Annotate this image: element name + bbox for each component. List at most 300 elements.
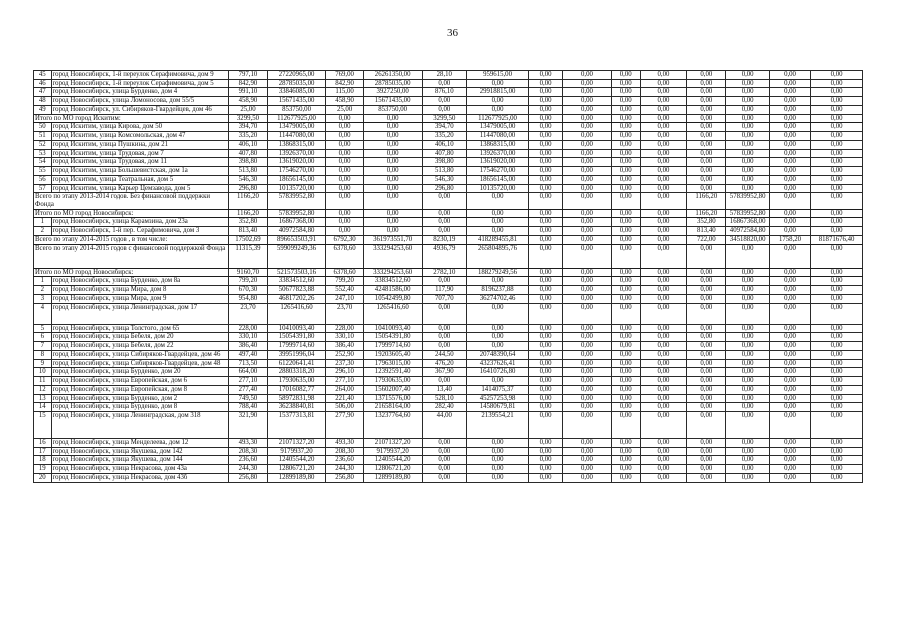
row-number: 8	[34, 350, 52, 359]
cell-value: 0,00	[529, 368, 563, 377]
cell-value: 236,60	[229, 456, 267, 465]
cell-value: 0,00	[363, 149, 422, 158]
row-number: 45	[34, 71, 52, 80]
cell-value: 0,00	[811, 167, 863, 176]
cell-value: 476,20	[422, 359, 466, 368]
cell-value: 0,00	[422, 227, 466, 236]
cell-value: 0,00	[769, 97, 810, 106]
row-number: 50	[34, 123, 52, 132]
cell-value: 0,00	[769, 227, 810, 236]
cell-value: 0,00	[687, 473, 726, 482]
cell-value: 0,00	[811, 88, 863, 97]
table-row	[34, 123, 863, 132]
row-address: город Новосибирск, улица Бурденко, дом 8	[51, 403, 229, 412]
cell-value: 0,00	[726, 79, 769, 88]
row-number: 51	[34, 132, 52, 141]
cell-value: 15054391,80	[363, 333, 422, 342]
cell-value: 0,00	[687, 123, 726, 132]
cell-value: 11447080,00	[467, 132, 529, 141]
table-row	[34, 158, 863, 167]
table-row	[34, 218, 863, 227]
cell-value: 0,00	[726, 368, 769, 377]
cell-value: 0,00	[326, 167, 363, 176]
cell-value: 28803318,20	[267, 368, 326, 377]
cell-value: 27220965,00	[267, 71, 326, 80]
row-number: 53	[34, 149, 52, 158]
cell-value: 0,00	[640, 456, 687, 465]
cell-value: 0,00	[611, 218, 640, 227]
cell-value: 552,40	[326, 286, 363, 295]
cell-value: 0,00	[769, 473, 810, 482]
cell-value: 28785035,00	[363, 79, 422, 88]
cell-value: 394,70	[422, 123, 466, 132]
cell-value: 23,70	[326, 303, 363, 324]
cell-value: 0,00	[611, 184, 640, 193]
cell-value: 0,00	[769, 303, 810, 324]
cell-value: 0,00	[563, 385, 612, 394]
cell-value: 0,00	[811, 447, 863, 456]
cell-value: 0,00	[687, 114, 726, 123]
cell-value: 244,50	[422, 350, 466, 359]
cell-value: 876,10	[422, 88, 466, 97]
cell-value: 406,10	[422, 140, 466, 149]
cell-value: 61220641,41	[267, 359, 326, 368]
cell-value: 0,00	[467, 227, 529, 236]
cell-value: 221,40	[326, 394, 363, 403]
cell-value: 0,00	[563, 403, 612, 412]
cell-value: 333294253,60	[363, 244, 422, 268]
cell-value: 112677925,00	[267, 114, 326, 123]
cell-value: 0,00	[611, 123, 640, 132]
cell-value: 282,40	[422, 403, 466, 412]
cell-value: 394,70	[229, 123, 267, 132]
cell-value: 0,00	[769, 158, 810, 167]
cell-value: 10135720,00	[267, 184, 326, 193]
cell-value: 2139554,21	[467, 411, 529, 438]
cell-value: 0,00	[726, 303, 769, 324]
table-row	[34, 394, 863, 403]
cell-value: 0,00	[726, 294, 769, 303]
table-row	[34, 277, 863, 286]
row-number: 13	[34, 394, 52, 403]
cell-value: 0,00	[563, 88, 612, 97]
cell-value: 0,00	[467, 473, 529, 482]
cell-value: 0,00	[811, 132, 863, 141]
cell-value: 26261350,00	[363, 71, 422, 80]
cell-value: 0,00	[611, 167, 640, 176]
row-address: город Новосибирск, улица Бурденко, дом 8а	[51, 277, 229, 286]
table-row	[34, 377, 863, 386]
cell-value: 0,00	[640, 465, 687, 474]
cell-value: 0,00	[563, 167, 612, 176]
cell-value: 17016082,77	[267, 385, 326, 394]
cell-value: 0,00	[769, 394, 810, 403]
cell-value: 0,00	[529, 268, 563, 277]
cell-value: 335,20	[229, 132, 267, 141]
cell-value: 18656145,00	[267, 175, 326, 184]
cell-value: 57839952,80	[726, 209, 769, 218]
row-address: город Новосибирск, улица Менделеева, дом 12	[51, 438, 229, 447]
cell-value: 406,10	[229, 140, 267, 149]
cell-value: 0,00	[769, 385, 810, 394]
cell-value: 236,60	[326, 456, 363, 465]
cell-value: 0,00	[611, 140, 640, 149]
cell-value: 16867368,00	[726, 218, 769, 227]
cell-value: 8230,19	[422, 235, 466, 244]
cell-value: 0,00	[326, 140, 363, 149]
cell-value: 0,00	[640, 114, 687, 123]
cell-value: 0,00	[529, 333, 563, 342]
cell-value: 0,00	[563, 97, 612, 106]
cell-value: 0,00	[563, 350, 612, 359]
cell-value: 0,00	[640, 385, 687, 394]
cell-value: 1166,20	[229, 209, 267, 218]
row-label: Всего по этапу 2014-2015 годов с финансовой поддержкой Фонда	[34, 244, 229, 268]
row-address: город Новосибирск, улица Карамзина, дом 23а	[51, 218, 229, 227]
cell-value: 16410726,80	[467, 368, 529, 377]
row-address: город Новосибирск, улица Ленинградская, дом 318	[51, 411, 229, 438]
cell-value: 0,00	[811, 438, 863, 447]
cell-value: 0,00	[640, 105, 687, 114]
cell-value: 0,00	[563, 175, 612, 184]
table-row	[34, 438, 863, 447]
cell-value: 0,00	[640, 235, 687, 244]
cell-value: 0,00	[726, 438, 769, 447]
cell-value: 0,00	[726, 333, 769, 342]
cell-value: 244,30	[229, 465, 267, 474]
cell-value: 0,00	[640, 377, 687, 386]
cell-value: 0,00	[811, 342, 863, 351]
cell-value: 0,00	[726, 359, 769, 368]
cell-value: 713,50	[229, 359, 267, 368]
cell-value: 493,30	[229, 438, 267, 447]
cell-value: 17930635,00	[267, 377, 326, 386]
cell-value: 0,00	[563, 244, 612, 268]
row-number: 55	[34, 167, 52, 176]
table-row	[34, 88, 863, 97]
cell-value: 256,80	[326, 473, 363, 482]
cell-value: 17546270,00	[267, 167, 326, 176]
cell-value: 15602007,40	[363, 385, 422, 394]
cell-value: 0,00	[529, 235, 563, 244]
cell-value: 0,00	[640, 294, 687, 303]
cell-value: 0,00	[769, 377, 810, 386]
cell-value: 0,00	[726, 350, 769, 359]
cell-value: 797,10	[229, 71, 267, 80]
cell-value: 13926370,00	[267, 149, 326, 158]
cell-value: 42481586,00	[363, 286, 422, 295]
cell-value: 0,00	[726, 244, 769, 268]
cell-value: 0,00	[422, 438, 466, 447]
cell-value: 17502,69	[229, 235, 267, 244]
cell-value: 277,10	[229, 377, 267, 386]
row-address: город Новосибирск, улица Бебеля, дом 22	[51, 342, 229, 351]
cell-value: 0,00	[529, 184, 563, 193]
table-row	[34, 473, 863, 482]
cell-value: 0,00	[529, 377, 563, 386]
row-number: 47	[34, 88, 52, 97]
cell-value: 0,00	[769, 411, 810, 438]
cell-value: 0,00	[563, 473, 612, 482]
cell-value: 12806721,20	[267, 465, 326, 474]
cell-value: 0,00	[363, 123, 422, 132]
cell-value: 13479005,00	[267, 123, 326, 132]
cell-value: 769,00	[326, 71, 363, 80]
cell-value: 0,00	[363, 114, 422, 123]
cell-value: 0,00	[687, 385, 726, 394]
cell-value: 13868315,00	[467, 140, 529, 149]
cell-value: 252,90	[326, 350, 363, 359]
cell-value: 352,80	[687, 218, 726, 227]
cell-value: 0,00	[726, 140, 769, 149]
cell-value: 0,00	[811, 286, 863, 295]
cell-value: 0,00	[640, 447, 687, 456]
cell-value: 17999714,60	[267, 342, 326, 351]
cell-value: 0,00	[640, 411, 687, 438]
cell-value: 0,00	[811, 149, 863, 158]
row-label: Итого по МО город Новосибирск:	[34, 209, 229, 218]
cell-value: 0,00	[326, 149, 363, 158]
cell-value: 1166,20	[229, 193, 267, 209]
cell-value: 954,80	[229, 294, 267, 303]
cell-value: 352,80	[229, 218, 267, 227]
cell-value: 9179937,20	[363, 447, 422, 456]
cell-value: 11315,39	[229, 244, 267, 268]
cell-value: 0,00	[726, 286, 769, 295]
cell-value: 513,80	[229, 167, 267, 176]
cell-value: 0,00	[769, 114, 810, 123]
cell-value: 0,00	[529, 140, 563, 149]
cell-value: 0,00	[726, 456, 769, 465]
cell-value: 0,00	[811, 277, 863, 286]
cell-value: 0,00	[769, 140, 810, 149]
cell-value: 15054391,80	[267, 333, 326, 342]
cell-value: 0,00	[611, 244, 640, 268]
cell-value: 23,70	[229, 303, 267, 324]
cell-value: 58972831,98	[267, 394, 326, 403]
cell-value: 0,00	[640, 123, 687, 132]
cell-value: 39951996,04	[267, 350, 326, 359]
row-number: 56	[34, 175, 52, 184]
cell-value: 361973551,70	[363, 235, 422, 244]
cell-value: 0,00	[611, 71, 640, 80]
row-number: 1	[34, 277, 52, 286]
cell-value: 599099249,36	[267, 244, 326, 268]
cell-value: 0,00	[611, 114, 640, 123]
cell-value: 0,00	[326, 193, 363, 209]
row-address: город Новосибирск, улица Якушева, дом 142	[51, 447, 229, 456]
cell-value: 0,00	[726, 105, 769, 114]
cell-value: 0,00	[611, 97, 640, 106]
cell-value: 0,00	[611, 158, 640, 167]
row-number: 18	[34, 456, 52, 465]
cell-value: 0,00	[563, 149, 612, 158]
cell-value: 0,00	[687, 324, 726, 333]
cell-value: 0,00	[326, 227, 363, 236]
cell-value: 0,00	[811, 359, 863, 368]
cell-value: 0,00	[726, 411, 769, 438]
cell-value: 0,00	[529, 303, 563, 324]
row-address: город Новосибирск, улица Бурденко, дом 20	[51, 368, 229, 377]
cell-value: 0,00	[687, 268, 726, 277]
cell-value: 0,00	[640, 184, 687, 193]
cell-value: 0,00	[422, 97, 466, 106]
cell-value: 0,00	[811, 333, 863, 342]
cell-value: 0,00	[467, 333, 529, 342]
row-number: 5	[34, 324, 52, 333]
cell-value: 228,00	[326, 324, 363, 333]
cell-value: 0,00	[611, 227, 640, 236]
cell-value: 0,00	[811, 473, 863, 482]
cell-value: 0,00	[563, 286, 612, 295]
table-row	[34, 294, 863, 303]
cell-value: 13715576,00	[363, 394, 422, 403]
cell-value: 0,00	[326, 184, 363, 193]
cell-value: 0,00	[611, 377, 640, 386]
cell-value: 0,00	[529, 97, 563, 106]
cell-value: 9160,70	[229, 268, 267, 277]
cell-value: 0,00	[640, 359, 687, 368]
table-row	[34, 149, 863, 158]
cell-value: 0,00	[811, 105, 863, 114]
cell-value: 0,00	[769, 350, 810, 359]
cell-value: 117,90	[422, 286, 466, 295]
cell-value: 0,00	[726, 132, 769, 141]
cell-value: 0,00	[611, 149, 640, 158]
cell-value: 0,00	[769, 324, 810, 333]
cell-value: 244,30	[326, 465, 363, 474]
cell-value: 330,10	[326, 333, 363, 342]
cell-value: 367,90	[422, 368, 466, 377]
cell-value: 0,00	[467, 342, 529, 351]
cell-value: 0,00	[726, 277, 769, 286]
cell-value: 0,00	[726, 123, 769, 132]
table-row	[34, 333, 863, 342]
cell-value: 896653503,91	[267, 235, 326, 244]
row-address: город Искитим, улица Карьер Цемзавода, дом 5	[51, 184, 229, 193]
cell-value: 0,00	[529, 473, 563, 482]
cell-value: 0,00	[687, 368, 726, 377]
cell-value: 0,00	[687, 132, 726, 141]
cell-value: 0,00	[422, 342, 466, 351]
cell-value: 33846085,00	[267, 88, 326, 97]
cell-value: 0,00	[769, 294, 810, 303]
cell-value: 0,00	[467, 303, 529, 324]
cell-value: 36274702,46	[467, 294, 529, 303]
cell-value: 0,00	[811, 114, 863, 123]
cell-value: 386,40	[326, 342, 363, 351]
cell-value: 0,00	[811, 368, 863, 377]
row-address: город Новосибирск, улица Ленинградская, дом 17	[51, 303, 229, 324]
cell-value: 44,00	[422, 411, 466, 438]
row-address: город Искитим, улица Комсомольская, дом 47	[51, 132, 229, 141]
cell-value: 0,00	[611, 394, 640, 403]
row-address: город Искитим, улица Пушкина, дом 21	[51, 140, 229, 149]
cell-value: 0,00	[811, 71, 863, 80]
cell-value: 0,00	[769, 438, 810, 447]
cell-value: 0,00	[467, 377, 529, 386]
cell-value: 0,00	[467, 447, 529, 456]
cell-value: 0,00	[563, 235, 612, 244]
cell-value: 749,50	[229, 394, 267, 403]
cell-value: 0,00	[687, 465, 726, 474]
cell-value: 0,00	[811, 324, 863, 333]
cell-value: 0,00	[563, 132, 612, 141]
cell-value: 0,00	[769, 167, 810, 176]
cell-value: 0,00	[726, 447, 769, 456]
row-number: 16	[34, 438, 52, 447]
cell-value: 21071327,20	[267, 438, 326, 447]
cell-value: 0,00	[640, 218, 687, 227]
cell-value: 0,00	[563, 140, 612, 149]
cell-value: 0,00	[811, 184, 863, 193]
cell-value: 0,00	[811, 350, 863, 359]
cell-value: 0,00	[326, 158, 363, 167]
cell-value: 0,00	[563, 218, 612, 227]
cell-value: 546,30	[422, 175, 466, 184]
cell-value: 0,00	[640, 342, 687, 351]
cell-value: 0,00	[563, 123, 612, 132]
cell-value: 0,00	[529, 149, 563, 158]
table-row	[34, 403, 863, 412]
row-number: 3	[34, 294, 52, 303]
row-address: город Искитим, улица Кирова, дом 50	[51, 123, 229, 132]
cell-value: 0,00	[326, 123, 363, 132]
row-label: Итого по МО город Новосибирск:	[34, 268, 229, 277]
cell-value: 0,00	[687, 88, 726, 97]
cell-value: 991,10	[229, 88, 267, 97]
row-address: город Новосибирск, 1-й переулок Серафимовича, дом 5	[51, 79, 229, 88]
cell-value: 0,00	[529, 218, 563, 227]
cell-value: 0,00	[563, 184, 612, 193]
cell-value: 521573503,16	[267, 268, 326, 277]
cell-value: 0,00	[687, 184, 726, 193]
cell-value: 0,00	[529, 277, 563, 286]
cell-value: 1166,20	[687, 209, 726, 218]
cell-value: 20748390,64	[467, 350, 529, 359]
table-row	[34, 447, 863, 456]
row-number: 2	[34, 227, 52, 236]
cell-value: 36238840,81	[267, 403, 326, 412]
cell-value: 0,00	[422, 193, 466, 209]
cell-value: 0,00	[726, 473, 769, 482]
cell-value: 0,00	[811, 79, 863, 88]
cell-value: 0,00	[363, 140, 422, 149]
summary-row	[34, 209, 863, 218]
cell-value: 330,10	[229, 333, 267, 342]
cell-value: 0,00	[726, 385, 769, 394]
row-number: 48	[34, 97, 52, 106]
cell-value: 0,00	[611, 438, 640, 447]
cell-value: 0,00	[811, 209, 863, 218]
row-number: 10	[34, 368, 52, 377]
cell-value: 13,40	[422, 385, 466, 394]
cell-value: 0,00	[769, 218, 810, 227]
cell-value: 0,00	[363, 158, 422, 167]
table-row	[34, 303, 863, 324]
table-row	[34, 105, 863, 114]
cell-value: 321,90	[229, 411, 267, 438]
cell-value: 0,00	[640, 268, 687, 277]
cell-value: 0,00	[687, 303, 726, 324]
cell-value: 0,00	[640, 79, 687, 88]
cell-value: 296,80	[229, 184, 267, 193]
row-address: город Новосибирск, улица Сибиряков-Гвардейцев, дом 48	[51, 359, 229, 368]
cell-value: 853750,00	[363, 105, 422, 114]
cell-value: 0,00	[563, 447, 612, 456]
row-address: город Новосибирск, улица Европейская, дом 8	[51, 385, 229, 394]
row-address: город Новосибирск, ул. Сибиряков-Гвардейцев, дом 46	[51, 105, 229, 114]
